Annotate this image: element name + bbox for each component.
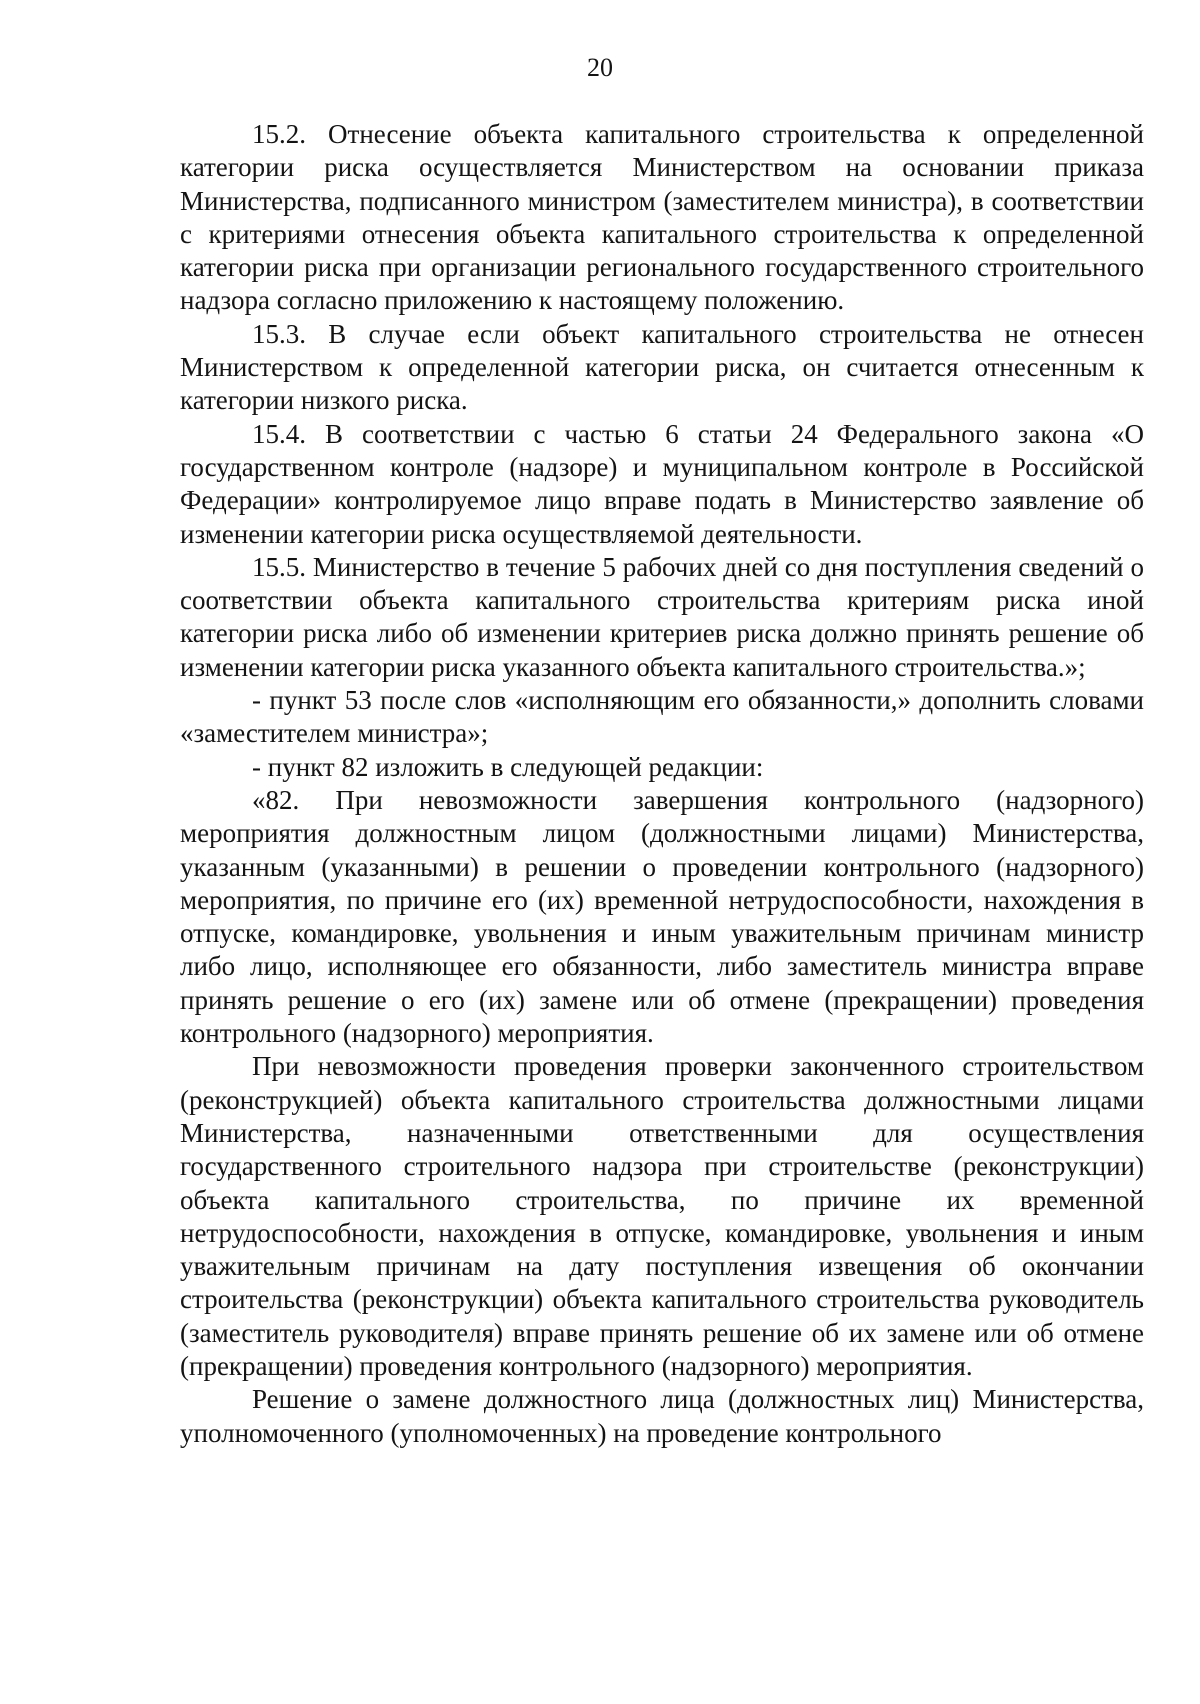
paragraph-15-5: 15.5. Министерство в течение 5 рабочих дней со дня поступления сведений о соответствии объекта капитального строительства критериям риска иной категории риска либо об изменении критериев риска должно принять решение об изменении категории риска указанного объекта капитального строительства.»; xyxy=(180,551,1144,682)
document-body xyxy=(180,118,1144,1450)
page-number: 20 xyxy=(587,53,613,82)
paragraph-inspection: При невозможности проведения проверки законченного строительством (реконструкцией) объекта капитального строительства должностными лицами Министерства, назначенными ответственными для осуществления государственного строительного надзора при строительстве (реконструкции) объекта капитального строительства, по причине их временной нетрудоспособности, нахождения в отпуске, командировке, увольнения и иным уважительным причинам на дату поступления извещения об окончании строительства (реконструкции) объекта капитального строительства руководитель (заместитель руководителя) вправе принять решение об их замене или об отмене (прекращении) проведения контрольного (надзорного) мероприятия. xyxy=(180,1051,1144,1381)
paragraph-replacement-decision: Решение о замене должностного лица (должностных лиц) Министерства, уполномоченного (уполномоченных) на проведение контрольного xyxy=(180,1384,1144,1448)
paragraph-15-4: 15.4. В соответствии с частью 6 статьи 24 Федерального закона «О государственном контроле (надзоре) и муниципальном контроле в Российской Федерации» контролируемое лицо вправе подать в Министерство заявление об изменении категории риска осуществляемой деятельности. xyxy=(180,418,1144,549)
paragraph-15-2: 15.2. Отнесение объекта капитального строительства к определенной категории риска осуществляется Министерством на основании приказа Министерства, подписанного министром (заместителем министра), в соответствии с критериями отнесения объекта капитального строительства к определенной категории риска при организации регионального государственного строительного надзора согласно приложению к настоящему положению. xyxy=(180,119,1144,316)
paragraph-item-82-intro: - пункт 82 изложить в следующей редакции: xyxy=(252,751,764,782)
paragraph-82: «82. При невозможности завершения контрольного (надзорного) мероприятия должностным лицом (должностными лицами) Министерства, указанным (указанными) в решении о проведении контрольного (надзорного) мероприятия, по причине его (их) временной нетрудоспособности, нахождения в отпуске, командировке, увольнения и иным уважительным причинам министр либо лицо, исполняющее его обязанности, либо заместитель министра вправе принять решение о его (их) замене или об отмене (прекращении) проведения контрольного (надзорного) мероприятия. xyxy=(180,784,1144,1049)
paragraph-item-53: - пункт 53 после слов «исполняющим его обязанности,» дополнить словами «заместителем министра»; xyxy=(180,685,1144,749)
paragraph-15-3: 15.3. В случае если объект капитального строительства не отнесен Министерством к определенной категории риска, он считается отнесенным к категории низкого риска. xyxy=(180,318,1144,416)
